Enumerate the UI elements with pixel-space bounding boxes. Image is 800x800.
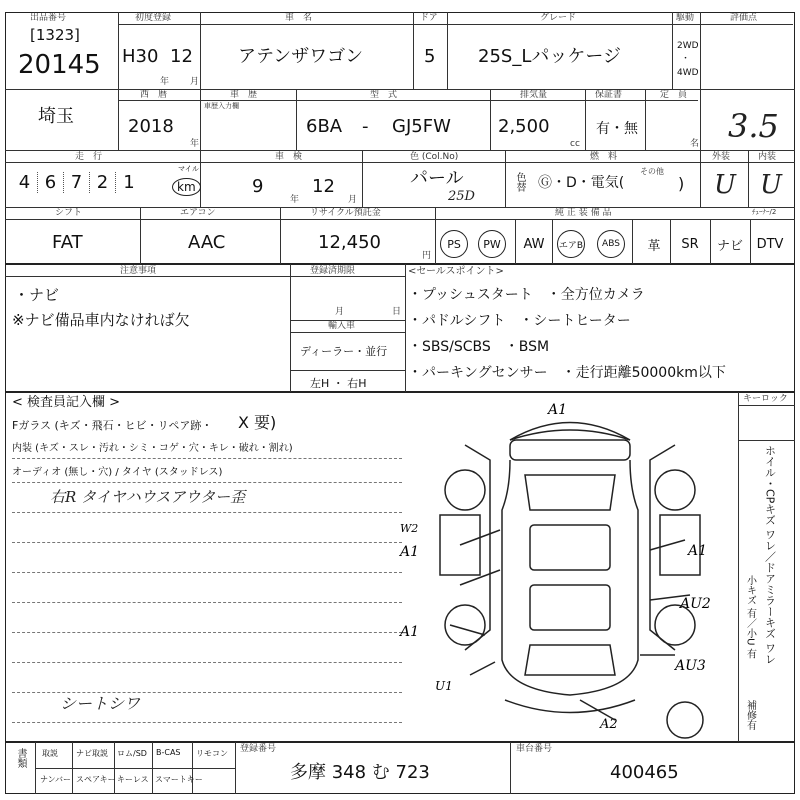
aircon-value: AAC [188,232,226,253]
fuel-other-label: その他 [640,167,664,176]
color-value: パール [410,168,464,189]
aircon-label: エアコン [180,208,216,218]
displacement-label: 排気量 [520,90,548,100]
import-dealer: ディーラー・並行 [300,345,388,358]
diagram-mark: A1 [400,624,420,640]
import-label: 輸入車 [328,321,356,331]
doc-item: リモコン [196,749,228,758]
lot-bracket: [1323] [30,26,80,44]
chassis-number: 400465 [610,762,679,783]
doc-item: ロム/SD [117,749,147,758]
grade-label: グレード [540,13,577,23]
diagram-mark: A1 [688,543,708,559]
legend-line: 小キズ 有／小U 有 [744,575,756,659]
model-dash: - [362,116,369,137]
doc-item: B-CAS [156,748,181,757]
import-hand: 左H ・ 右H [310,377,367,390]
drive-2wd: 2WD [677,41,699,51]
capacity-label: 定 員 [660,90,688,100]
car-name-label: 車 名 [285,13,313,23]
model-year-mark: 年 [190,139,200,149]
recycle-label: リサイクル預託金 [310,208,381,218]
mileage-digit: 4 [12,172,38,193]
damage-legend [764,445,776,740]
equipment-navi: ナビ [716,238,743,254]
doc-item: スマートキー [155,775,203,784]
audio-line: オーディオ (無し・穴) / タイヤ (スタッドレス) [12,467,223,478]
recycle-value: 12,450 [318,232,381,253]
reg-month-mark: 月 [335,307,345,317]
drive-label: 駆動 [676,13,695,23]
doc-item: スペアキー [76,775,116,784]
glass-line: Fガラス (キズ・飛石・ヒビ・リペア跡・ [12,419,213,432]
first-reg-label: 初度登録 [135,13,172,23]
handwritten-note: シートシワ [60,694,141,713]
model-year: 2018 [128,116,174,137]
mileage-label: 走 行 [75,152,103,162]
doc-item: ナンバー [40,775,72,784]
plate-number: 多摩 348 む 723 [290,762,430,783]
tuner-label: ﾁｭｰﾅｰ/2 [752,208,777,216]
equipment-leather: 革 [647,238,661,254]
fuel-label: 燃 料 [590,152,618,162]
plate-label: 登録番号 [240,744,277,754]
displacement: 2,500 [498,116,550,137]
mileage-digit: 2 [90,172,116,193]
warranty-value: 有・無 [596,121,638,137]
shaken-label: 車 検 [275,152,303,162]
interior-line: 内装 (キズ・スレ・汚れ・シミ・コゲ・穴・キレ・破れ・割れ) [12,443,293,454]
doc-item: キーレス [117,775,149,784]
sales-point: ・パーキングセンサー ・走行距離50000km以下 [408,365,726,381]
yen-mark: 円 [422,251,432,261]
doc-item: 取説 [42,749,58,758]
prefecture: 埼玉 [38,106,74,127]
persons-mark: 名 [690,139,700,149]
first-reg-era: H30 [122,46,159,67]
shaken-month-mark: 月 [348,195,358,205]
equipment-pw: PW [475,226,511,262]
diagram-mark: A1 [548,402,568,418]
color-code-handwritten: 25D [448,189,475,204]
interior-handwritten: U [760,170,782,200]
car-diagram [400,400,730,740]
diagram-mark: AU3 [675,658,706,674]
mileage-unit: km [172,178,201,196]
first-reg-year-mark: 年 [160,77,170,87]
fuel-value: Ⓖ・D・電気( [538,175,625,191]
diagram-mark: A1 [400,544,420,560]
sales-point: ・SBS/SCBS ・BSM [408,339,550,355]
diagram-mark: AU2 [680,596,711,612]
damage-legend-small [744,575,755,695]
diagram-mark: U1 [435,679,453,693]
lot-number: 20145 [18,50,101,80]
fuel-close: ) [678,174,685,193]
caution-line: ※ナビ備品車内なければ欠 [12,311,190,329]
first-reg-month: 12 [170,46,193,67]
equipment-airbag: エアB [554,226,590,262]
equipment-sr: SR [681,236,699,252]
first-reg-month-mark: 月 [190,77,200,87]
drive-dot: ・ [681,54,691,64]
reg-deadline-label: 登録済期限 [310,266,356,276]
diagram-mark: W2 [400,522,419,535]
legend-line: 補修有 [744,700,756,730]
score-handwritten: 3.5 [728,107,779,145]
history-label: 車 歴 [230,90,258,100]
model-code: GJ5FW [392,116,451,137]
glass-mark: X 要) [238,413,277,432]
equipment-dtv: DTV [756,236,784,252]
shaken-month: 12 [312,176,335,197]
score-label: 評価点 [730,13,758,23]
equipment-abs: ABS [594,226,630,262]
diagram-mark: A2 [600,717,618,732]
model-year-label: 西 暦 [140,90,168,100]
shift-label: シフト [55,208,83,218]
exterior-label: 外装 [712,152,731,162]
shaken-year: 9 [252,176,264,197]
caution-line: ・ナビ [14,286,60,304]
keylock-label: キーロック [743,394,788,404]
shift-value: FAT [52,232,83,253]
mileage-unit-top: マイル [178,165,199,173]
equipment-label: 純 正 装 備 品 [555,208,612,218]
sales-point: ・プッシュスタート ・全方位カメラ [408,287,645,303]
color-label: 色 (Col.No) [410,152,459,162]
doors-label: ドア [420,13,438,23]
color-change-label: 色替 [514,172,525,192]
handwritten-note: 右R タイヤハウスアウター歪 [50,488,246,506]
damage-legend-repair [744,700,755,740]
doc-item: ナビ取説 [76,749,108,758]
shaken-year-mark: 年 [290,195,300,205]
mileage-digit: 6 [38,172,64,193]
doors-value: 5 [424,46,436,67]
lot-label: 出品番号 [30,13,67,23]
chassis-label: 車台番号 [516,744,553,754]
equipment-aw: AW [523,236,545,252]
interior-label: 内装 [758,152,777,162]
model-label: 型 式 [370,90,398,100]
caution-label: 注意事項 [120,266,157,276]
mileage-digit: 1 [123,172,135,193]
exterior-handwritten: U [714,170,736,200]
equipment-ps: PS [437,226,473,262]
sales-point: ・パドルシフト ・シートヒーター [408,313,631,329]
model-prefix: 6BA [306,116,343,137]
inspection-title: < 検査員記入欄 > [12,395,121,410]
legend-line: ホイル・CPキズ ワレ／ドアミラーキズ ワレ [763,445,777,665]
sales-label: <セールスポイント> [408,266,504,277]
history-note-label: 車歴入力欄 [204,102,239,110]
mileage-digit: 7 [64,172,90,193]
grade-value: 25S_Lパッケージ [478,46,621,67]
drive-4wd: 4WD [677,68,699,78]
documents-label: 書類 [15,748,26,768]
cc-mark: cc [570,139,580,149]
warranty-label: 保証書 [595,90,623,100]
reg-day-mark: 日 [392,307,402,317]
mileage-digits [12,172,142,193]
car-name: アテンザワゴン [238,46,364,67]
